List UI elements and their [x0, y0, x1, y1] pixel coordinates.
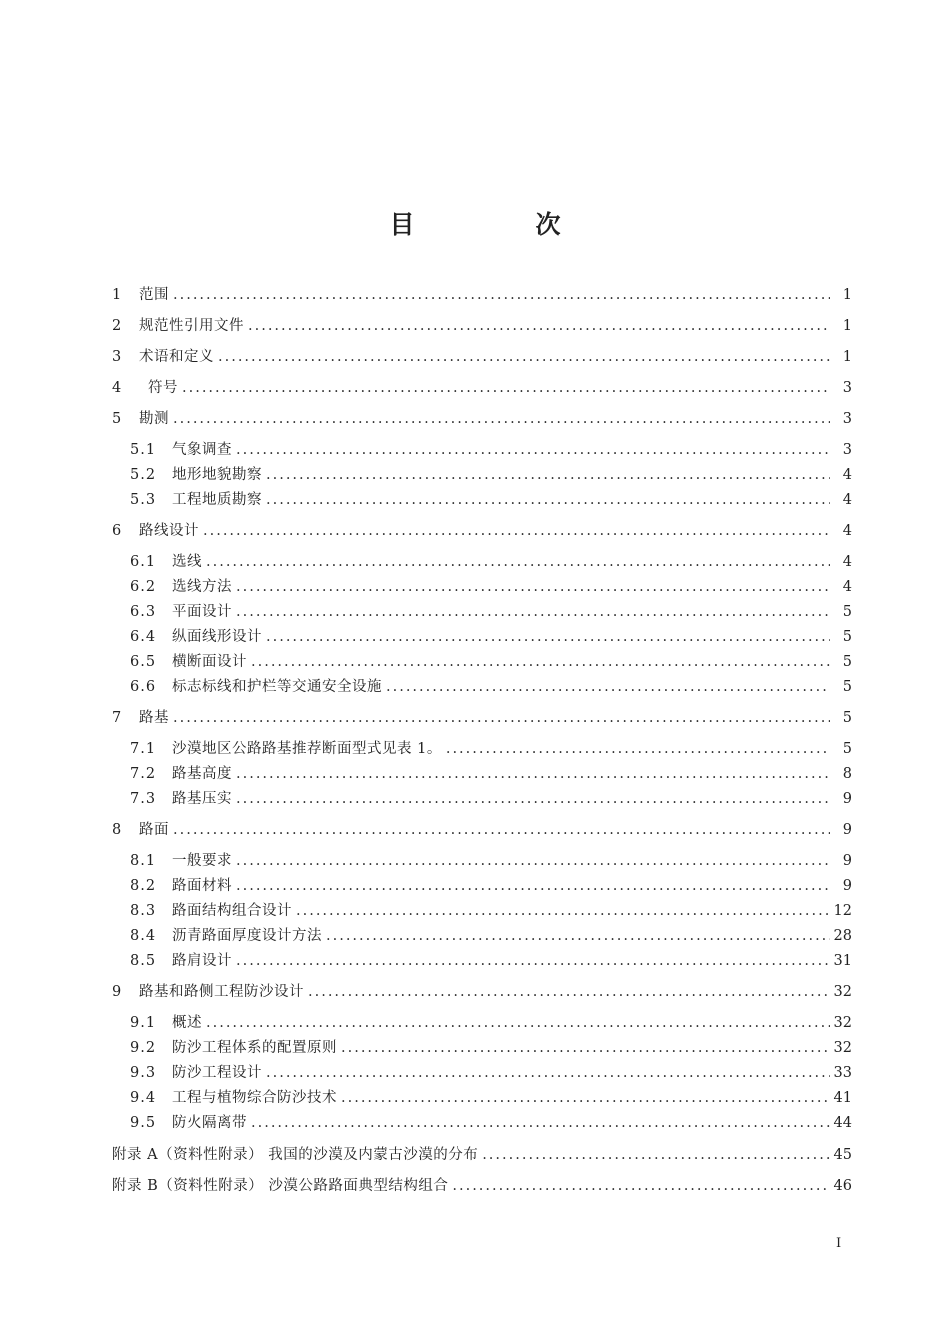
- toc-number: 6.2: [130, 579, 157, 595]
- toc-page: 1: [842, 318, 852, 334]
- toc-page: 12: [833, 903, 852, 919]
- toc-page: 31: [833, 953, 852, 969]
- dot-leader: [446, 738, 830, 760]
- toc-label: 选线方法: [172, 579, 232, 595]
- toc-number: 3: [112, 349, 123, 365]
- toc-page: 5: [842, 654, 852, 670]
- toc-page: 32: [833, 1015, 852, 1031]
- toc-entry[interactable]: [130, 551, 852, 573]
- toc-entry[interactable]: [112, 315, 852, 337]
- dot-leader: [308, 981, 830, 1003]
- toc-label: 范围: [139, 287, 169, 303]
- toc-label: 纵面线形设计: [172, 629, 262, 645]
- toc-page: 5: [842, 604, 852, 620]
- toc-entry[interactable]: [112, 707, 852, 729]
- dot-leader: [173, 707, 830, 729]
- toc-page: 4: [842, 492, 852, 508]
- toc-page: 5: [842, 679, 852, 695]
- toc-page: 8: [842, 766, 852, 782]
- toc-number: 2: [112, 318, 123, 334]
- toc-entry[interactable]: [130, 1062, 852, 1084]
- toc-page: 41: [833, 1090, 852, 1106]
- toc-page: 9: [842, 853, 852, 869]
- page-number: I: [836, 1236, 842, 1251]
- toc-entry[interactable]: [130, 875, 852, 897]
- toc-number: 6.5: [130, 654, 157, 670]
- toc-entry[interactable]: [130, 900, 852, 922]
- toc-label: 平面设计: [172, 604, 232, 620]
- toc-page: 3: [842, 380, 852, 396]
- toc-page: 3: [842, 411, 852, 427]
- dot-leader: [266, 1062, 830, 1084]
- toc-page: 5: [842, 710, 852, 726]
- toc-number: 6.1: [130, 554, 157, 570]
- toc-label: 概述: [172, 1015, 202, 1031]
- toc-page: 1: [842, 349, 852, 365]
- toc-label: 横断面设计: [172, 654, 247, 670]
- dot-leader: [341, 1037, 830, 1059]
- toc-entry[interactable]: [112, 377, 852, 399]
- dot-leader: [386, 676, 830, 698]
- toc-label: 工程地质勘察: [172, 492, 262, 508]
- dot-leader: [218, 346, 830, 368]
- toc-entry[interactable]: [130, 1012, 852, 1034]
- toc-entry[interactable]: [112, 981, 852, 1003]
- toc-label: 选线: [172, 554, 202, 570]
- toc-label: 路面结构组合设计: [172, 903, 292, 919]
- toc-label: 地形地貌勘察: [172, 467, 262, 483]
- toc-label: 路基和路侧工程防沙设计: [139, 984, 304, 1000]
- toc-label: 沙漠地区公路路基推荐断面型式见表 1。: [172, 741, 442, 757]
- toc-entry[interactable]: [112, 284, 852, 306]
- toc-number: 5: [112, 411, 123, 427]
- toc-label: 勘测: [139, 411, 169, 427]
- toc-number: 9.3: [130, 1065, 157, 1081]
- toc-entry[interactable]: [130, 439, 852, 461]
- dot-leader: [173, 408, 830, 430]
- toc-entry[interactable]: [130, 1112, 852, 1134]
- toc-number: 6.3: [130, 604, 157, 620]
- dot-leader: [266, 626, 830, 648]
- dot-leader: [236, 875, 830, 897]
- toc-entry[interactable]: [130, 738, 852, 760]
- dot-leader: [236, 850, 830, 872]
- dot-leader: [482, 1144, 829, 1166]
- toc-number: 8.1: [130, 853, 157, 869]
- toc-label: 路肩设计: [172, 953, 232, 969]
- toc-page: 4: [842, 554, 852, 570]
- toc-page: 32: [833, 1040, 852, 1056]
- toc-label: 路基: [139, 710, 169, 726]
- toc-page: 3: [842, 442, 852, 458]
- toc-number: 5.3: [130, 492, 157, 508]
- toc-label: 符号: [148, 380, 178, 396]
- dot-leader: [341, 1087, 830, 1109]
- toc-entry[interactable]: [130, 925, 852, 947]
- toc-entry[interactable]: [112, 1175, 852, 1197]
- dot-leader: [182, 377, 830, 399]
- dot-leader: [206, 1012, 830, 1034]
- dot-leader: [296, 900, 830, 922]
- toc-page: 44: [833, 1115, 852, 1131]
- dot-leader: [236, 763, 830, 785]
- toc-number: 9.5: [130, 1115, 157, 1131]
- toc-label: 路基压实: [172, 791, 232, 807]
- toc-label: 沥青路面厚度设计方法: [172, 928, 322, 944]
- toc-entry[interactable]: [112, 346, 852, 368]
- toc-entry[interactable]: [130, 489, 852, 511]
- toc-page: 4: [842, 523, 852, 539]
- toc-entry[interactable]: [130, 950, 852, 972]
- toc-number: 4: [112, 380, 123, 396]
- toc-page: 33: [833, 1065, 852, 1081]
- toc-entry[interactable]: [112, 408, 852, 430]
- toc-page: 46: [833, 1178, 852, 1194]
- toc-number: 6.6: [130, 679, 157, 695]
- toc-entry[interactable]: [112, 819, 852, 841]
- dot-leader: [266, 464, 830, 486]
- toc-page: 45: [833, 1147, 852, 1163]
- dot-leader: [236, 788, 830, 810]
- toc-number: 9.1: [130, 1015, 157, 1031]
- dot-leader: [173, 819, 830, 841]
- toc-label: 防火隔离带: [172, 1115, 247, 1131]
- toc-entry[interactable]: [130, 763, 852, 785]
- toc-label: 路面材料: [172, 878, 232, 894]
- toc-number: 8.4: [130, 928, 157, 944]
- toc-label: 路基高度: [172, 766, 232, 782]
- dot-leader: [206, 551, 830, 573]
- toc-page: 28: [833, 928, 852, 944]
- toc-label: 术语和定义: [139, 349, 214, 365]
- dot-leader: [236, 950, 830, 972]
- toc-number: 9.4: [130, 1090, 157, 1106]
- toc-page: 4: [842, 579, 852, 595]
- toc-label: 标志标线和护栏等交通安全设施: [172, 679, 382, 695]
- toc-number: 6: [112, 523, 123, 539]
- toc-number: 8: [112, 822, 123, 838]
- dot-leader: [173, 284, 830, 306]
- toc-label: 路线设计: [139, 523, 199, 539]
- toc-entry[interactable]: [130, 651, 852, 673]
- toc-entry[interactable]: [130, 1087, 852, 1109]
- dot-leader: [236, 439, 830, 461]
- toc-number: 7: [112, 710, 123, 726]
- toc-page: 5: [842, 741, 852, 757]
- toc-entry[interactable]: [130, 788, 852, 810]
- toc-number: 8.3: [130, 903, 157, 919]
- toc-entry[interactable]: [112, 520, 852, 542]
- toc-number: 1: [112, 287, 123, 303]
- toc-page: 4: [842, 467, 852, 483]
- toc-label: 工程与植物综合防沙技术: [172, 1090, 337, 1106]
- toc-label: 一般要求: [172, 853, 232, 869]
- page-title: 目 次: [389, 210, 609, 239]
- dot-leader: [266, 489, 830, 511]
- toc-number: 7.1: [130, 741, 157, 757]
- toc-entry[interactable]: [130, 850, 852, 872]
- toc-page: 9: [842, 878, 852, 894]
- toc-page: 1: [842, 287, 852, 303]
- toc-number: 8.5: [130, 953, 157, 969]
- toc-entry[interactable]: [130, 601, 852, 623]
- toc-page: 5: [842, 629, 852, 645]
- toc-label: 路面: [139, 822, 169, 838]
- dot-leader: [248, 315, 830, 337]
- toc-label: 附录 B（资料性附录） 沙漠公路路面典型结构组合: [112, 1178, 449, 1194]
- toc-number: 7.2: [130, 766, 157, 782]
- toc-number: 6.4: [130, 629, 157, 645]
- toc-number: 8.2: [130, 878, 157, 894]
- toc-entry[interactable]: [112, 1144, 852, 1166]
- toc-entry[interactable]: [130, 1037, 852, 1059]
- toc-number: 9.2: [130, 1040, 157, 1056]
- dot-leader: [251, 651, 830, 673]
- toc-page: 9: [842, 791, 852, 807]
- toc-page: 32: [833, 984, 852, 1000]
- toc-number: 5.1: [130, 442, 157, 458]
- dot-leader: [452, 1175, 829, 1197]
- toc-entry[interactable]: [130, 464, 852, 486]
- toc-label: 附录 A（资料性附录） 我国的沙漠及内蒙古沙漠的分布: [112, 1147, 479, 1163]
- dot-leader: [203, 520, 830, 542]
- toc-number: 9: [112, 984, 123, 1000]
- toc-label: 防沙工程体系的配置原则: [172, 1040, 337, 1056]
- dot-leader: [251, 1112, 830, 1134]
- toc-entry[interactable]: [130, 626, 852, 648]
- toc-label: 气象调查: [172, 442, 232, 458]
- dot-leader: [236, 601, 830, 623]
- dot-leader: [326, 925, 830, 947]
- toc-label: 规范性引用文件: [139, 318, 244, 334]
- toc-number: 5.2: [130, 467, 157, 483]
- toc-entry[interactable]: [130, 676, 852, 698]
- toc-label: 防沙工程设计: [172, 1065, 262, 1081]
- toc-page: 9: [842, 822, 852, 838]
- dot-leader: [236, 576, 830, 598]
- toc-number: 7.3: [130, 791, 157, 807]
- toc-entry[interactable]: [130, 576, 852, 598]
